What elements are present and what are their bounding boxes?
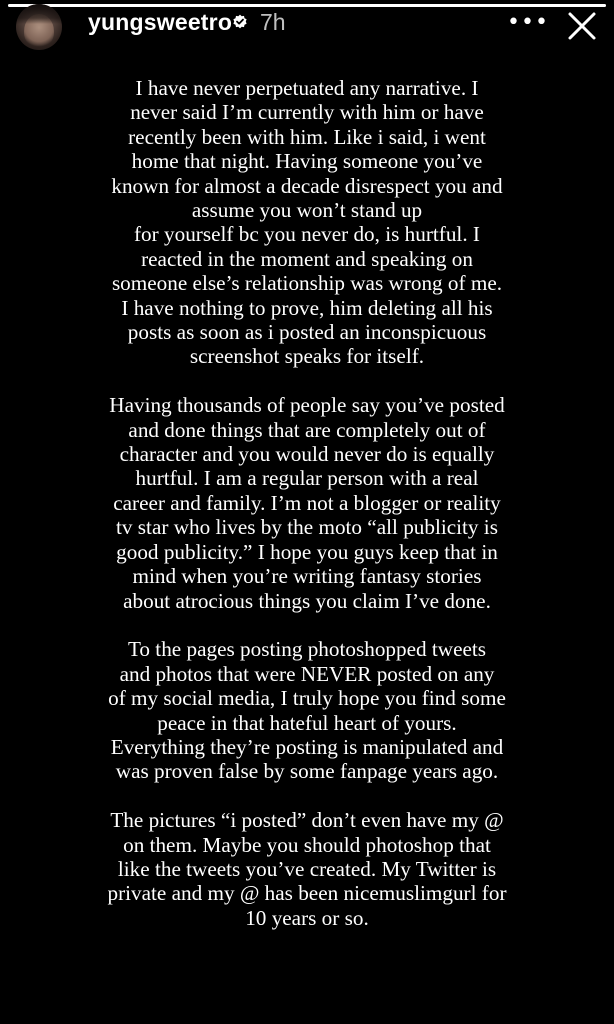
story-timestamp: 7h [260, 9, 286, 35]
text-line: I have nothing to prove, him deleting all his [121, 295, 493, 320]
story-paragraph [62, 76, 552, 369]
text-line: 10 years or so. [245, 905, 369, 930]
text-line: home that night. Having someone you’ve [131, 149, 483, 174]
text-line: known for almost a decade disrespect you and [111, 173, 503, 198]
text-line: hurtful. I am a regular person with a real [135, 466, 479, 491]
text-line: on them. Maybe you should photoshop that [123, 832, 491, 857]
text-line: never said I’m currently with him or have [130, 100, 484, 125]
text-line: and photos that were NEVER posted on any [119, 661, 495, 686]
text-line: and done things that are completely out of [128, 417, 486, 442]
text-line: career and family. I’m not a blogger or reality [113, 490, 501, 515]
story-paragraph [62, 393, 552, 613]
text-line: good publicity.” I hope you guys keep that in [116, 539, 498, 564]
text-line: about atrocious things you claim I’ve done. [123, 588, 491, 613]
close-icon[interactable] [564, 8, 600, 44]
text-line: The pictures “i posted” don’t even have my @ [110, 808, 504, 833]
text-line: private and my @ has been nicemuslimgurl for [107, 881, 507, 906]
text-line: To the pages posting photoshopped tweets [127, 637, 487, 662]
text-line: someone else’s relationship was wrong of me. [111, 271, 503, 296]
text-line: like the tweets you’ve created. My Twitter is [117, 856, 497, 881]
text-line: character and you would never do is equally [119, 442, 495, 467]
text-line: Everything they’re posting is manipulated and [110, 734, 504, 759]
story-text-block [62, 76, 552, 955]
text-line: assume you won’t stand up [191, 198, 423, 223]
verified-badge-icon [232, 14, 248, 30]
text-line: recently been with him. Like i said, i went [128, 124, 486, 149]
text-line: tv star who lives by the moto “all publicity is [116, 515, 498, 540]
text-line: of my social media, I truly hope you find some [108, 686, 506, 711]
story-paragraph [62, 637, 552, 783]
text-line: I have never perpetuated any narrative. I [135, 76, 479, 100]
text-line: Having thousands of people say you’ve posted [109, 393, 505, 418]
text-line: screenshot speaks for itself. [189, 344, 425, 369]
more-options-button[interactable]: ••• [507, 10, 549, 35]
username[interactable]: yungsweetro [88, 9, 233, 35]
story-header [0, 0, 614, 52]
profile-avatar[interactable] [16, 4, 62, 50]
story-paragraph [62, 808, 552, 930]
text-line: was proven false by some fanpage years ago. [115, 759, 499, 784]
text-line: for yourself bc you never do, is hurtful. I [134, 222, 480, 247]
text-line: reacted in the moment and speaking on [141, 246, 473, 271]
text-line: mind when you’re writing fantasy stories [132, 564, 482, 589]
text-line: peace in that hateful heart of yours. [157, 710, 457, 735]
text-line: posts as soon as i posted an inconspicuous [127, 320, 487, 345]
